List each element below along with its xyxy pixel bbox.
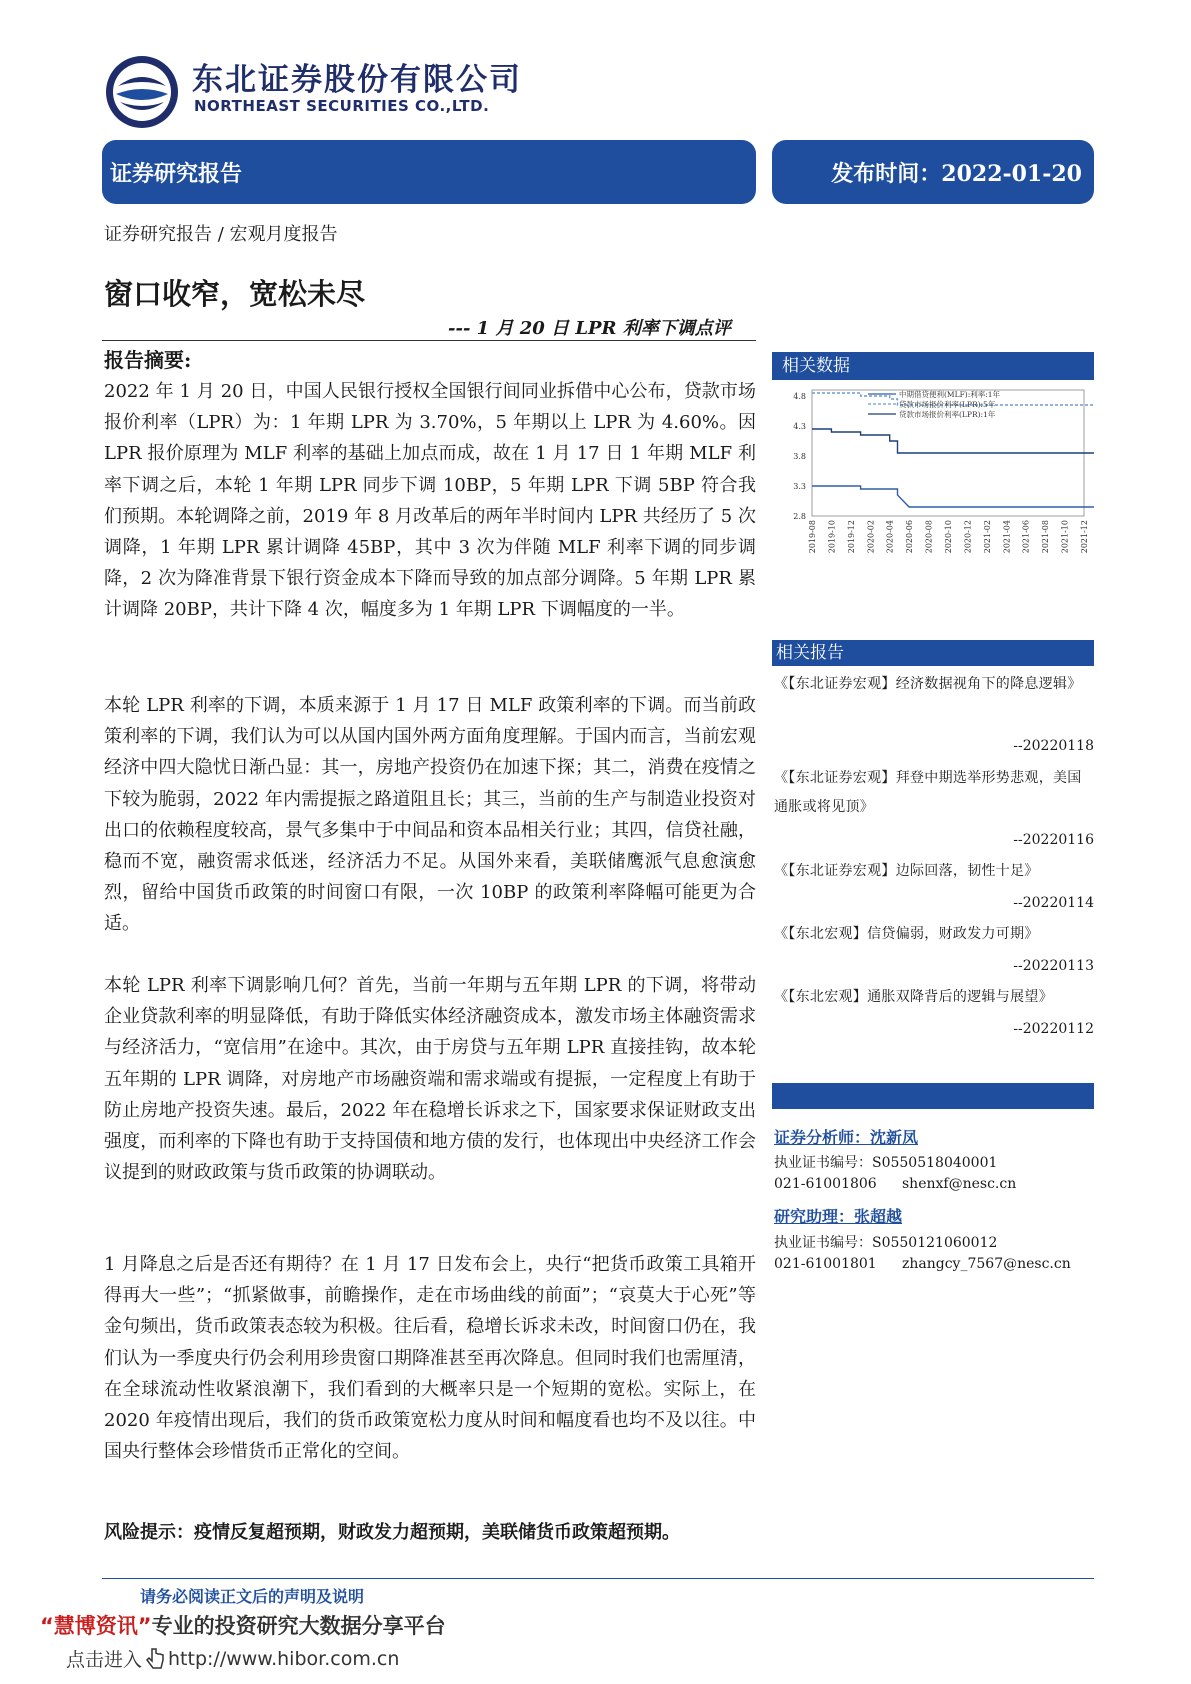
site-url[interactable]: http://www.hibor.com.cn: [168, 1647, 400, 1670]
related-report-item[interactable]: 《【东北宏观】信贷偏弱，财政发力可期》: [774, 926, 1039, 942]
footer-link[interactable]: [66, 1645, 399, 1672]
x-tick-label: 2020-04: [885, 520, 895, 554]
hand-pointer-icon: [146, 1647, 164, 1671]
x-tick-label: 2021-06: [1021, 520, 1031, 554]
y-tick-label: 2.8: [793, 512, 806, 521]
x-tick-label: 2021-08: [1041, 520, 1051, 554]
page-subtitle: --- 1 月 20 日 LPR 利率下调点评: [448, 318, 731, 339]
disclaimer-note: 请务必阅读正文后的声明及说明: [140, 1587, 365, 1606]
summary-paragraph-4: 1 月降息之后是否还有期待？在 1 月 17 日发布会上，央行“把货币政策工具箱开得再大一些”；“抓紧做事，前瞻操作，走在市场曲线的前面”；“哀莫大于心死”等金句频出，货币政策表态较为积极。往后看，稳增长诉求未改，时间窗口仍在，我们认为一季度央行仍会利用珍贵窗口期降准甚至再次降息。但同时我们也需厘清，在全球流动性收紧浪潮下，我们看到的大概率只是一个短期的宽松。实际上，在 2020 年疫情出现后，我们的货币政策宽松力度从时间和幅度看也均不及以往。中国央行整体会珍惜货币正常化的空间。: [104, 1254, 756, 1463]
x-tick-label: 2019-12: [846, 520, 856, 554]
y-tick-label: 4.8: [793, 392, 806, 401]
brand-name: “慧博资讯”: [40, 1614, 152, 1638]
related-report-item[interactable]: 《【东北证券宏观】经济数据视角下的降息逻辑》: [774, 676, 1082, 692]
x-tick-label: 2020-06: [905, 520, 915, 554]
summary-paragraph-2: 本轮 LPR 利率的下调，本质来源于 1 月 17 日 MLF 政策利率的下调。而当前政策利率的下调，我们认为可以从国内国外两方面角度理解。于国内而言，当前宏观经济中四大隐忧日渐凸显：其一，房地产投资仍在加速下探；其二，消费在疫情之下较为脆弱，2022 年内需提振之路道阻且长；其三，当前的生产与制造业投资对出口的依赖程度较高，景气多集中于中间品和资本品相关行业；其四，信贷社融，稳而不宽，融资需求低迷，经济活力不足。从国外来看，美联储鹰派气息愈演愈烈，留给中国货币政策的时间窗口有限，一次 10BP 的政策利率降幅可能更为合适。: [104, 695, 756, 935]
related-report-date: --20220114: [1013, 895, 1094, 911]
company-logo: [104, 54, 180, 130]
series-line: [812, 429, 1094, 462]
related-report-item[interactable]: 《【东北宏观】通胀双降背后的逻辑与展望》: [774, 989, 1053, 1005]
footer-divider: [102, 1578, 1094, 1579]
related-data-heading: 相关数据: [772, 352, 1094, 380]
analyst-section-bar: [772, 1083, 1094, 1109]
summary-paragraph-3: 本轮 LPR 利率下调影响几何？首先，当前一年期与五年期 LPR 的下调，将带动企业贷款利率的明显降低，有助于降低实体经济融资成本，激发市场主体融资需求与经济活力，“宽信用”在途中。其次，由于房贷与五年期 LPR 直接挂钩，故本轮五年期的 LPR 调降，对房地产市场融资端和需求端或有提振，一定程度上有助于防止房地产投资失速。最后，2022 年在稳增长诉求之下，国家要求保证财政支出强度，而利率的下降也有助于支持国债和地方债的发行，也体现出中央经济工作会议提到的财政政策与货币政策的协调联动。: [104, 975, 756, 1184]
link-prefix: 点击进入: [66, 1649, 143, 1671]
x-tick-label: 2020-02: [866, 520, 876, 554]
publish-date-label: 发布时间：2022-01-20: [831, 160, 1082, 187]
x-tick-label: 2020-10: [944, 520, 953, 554]
footer-brand: [40, 1610, 446, 1640]
legend-label: 贷款市场报价利率(LPR):1年: [899, 410, 996, 419]
risk-warning: 风险提示：疫情反复超预期，财政发力超预期，美联储货币政策超预期。: [104, 1522, 680, 1543]
related-report-date: --20220118: [1013, 738, 1094, 754]
x-tick-label: 2021-12: [1080, 520, 1089, 554]
report-type-banner: [102, 140, 756, 204]
analyst-name: 证券分析师：沈新凤: [774, 1128, 919, 1147]
analyst-cert: 执业证书编号：S0550518040001: [774, 1155, 998, 1171]
report-type-label: 证券研究报告: [110, 160, 243, 187]
related-report-item[interactable]: 《【东北证券宏观】边际回落，韧性十足》: [774, 863, 1039, 879]
assistant-name: 研究助理：张超越: [774, 1207, 903, 1226]
legend-label: 贷款市场报价利率(LPR):5年: [899, 400, 996, 409]
related-report-date: --20220113: [1013, 958, 1094, 974]
x-tick-label: 2020-12: [963, 520, 973, 554]
related-reports-heading: 相关报告: [772, 640, 1094, 666]
summary-heading: 报告摘要:: [104, 348, 192, 372]
related-report-item[interactable]: 《【东北证券宏观】拜登中期选举形势悲观，美国通胀或将见顶》: [774, 770, 1082, 815]
assistant-phone: 021-61001801: [774, 1256, 877, 1272]
x-tick-label: 2020-08: [924, 520, 934, 554]
x-tick-label: 2021-10: [1060, 520, 1070, 554]
company-name-cn: 东北证券股份有限公司: [192, 62, 522, 98]
y-tick-label: 3.3: [793, 482, 806, 491]
y-tick-label: 4.3: [793, 422, 806, 431]
legend-label: 中期借贷便利(MLF):利率:1年: [899, 390, 1001, 399]
breadcrumb: 证券研究报告 / 宏观月度报告: [104, 224, 338, 245]
company-name-en: NORTHEAST SECURITIES CO.,LTD.: [194, 97, 490, 115]
series-line: [812, 486, 1094, 513]
x-tick-label: 2021-02: [982, 520, 992, 554]
analyst-email[interactable]: shenxf@nesc.cn: [902, 1176, 1017, 1192]
related-report-date: --20220116: [1013, 832, 1094, 848]
assistant-cert: 执业证书编号：S0550121060012: [774, 1235, 998, 1251]
x-tick-label: 2019-08: [808, 520, 817, 554]
rate-chart: [772, 382, 1094, 638]
x-tick-label: 2019-10: [827, 520, 837, 554]
publish-date-banner: [772, 140, 1094, 204]
assistant-email[interactable]: zhangcy_7567@nesc.cn: [902, 1256, 1071, 1272]
x-tick-label: 2021-04: [1002, 520, 1012, 554]
summary-paragraph-1: 2022 年 1 月 20 日，中国人民银行授权全国银行间同业拆借中心公布，贷款市场报价利率（LPR）为：1 年期 LPR 为 3.70%，5 年期以上 LPR 为 4.60%。因 LPR 报价原理为 MLF 利率的基础上加点而成，故在 1 月 17 日 1 年期 MLF 利率下调之后，本轮 1 年期 LPR 同步下调 10BP，5 年期 LPR 下调 5BP 符合我们预期。本轮调降之前，2019 年 8 月改革后的两年半时间内 LPR 共经历了 5 次调降，1 年期 LPR 累计调降 45BP，其中 3 次为伴随 MLF 利率下调的同步调降，2 次为降准背景下银行资金成本下降而导致的加点部分调降。5 年期 LPR 累计调降 20BP，共计下降 4 次，幅度多为 1 年期 LPR 下调幅度的一半。: [104, 381, 756, 621]
title-divider: [102, 340, 756, 341]
page-title: 窗口收窄，宽松未尽: [104, 277, 366, 311]
analyst-phone: 021-61001806: [774, 1176, 877, 1192]
brand-slogan: 专业的投资研究大数据分享平台: [151, 1614, 446, 1638]
related-report-date: --20220112: [1013, 1021, 1094, 1037]
y-tick-label: 3.8: [793, 452, 806, 461]
